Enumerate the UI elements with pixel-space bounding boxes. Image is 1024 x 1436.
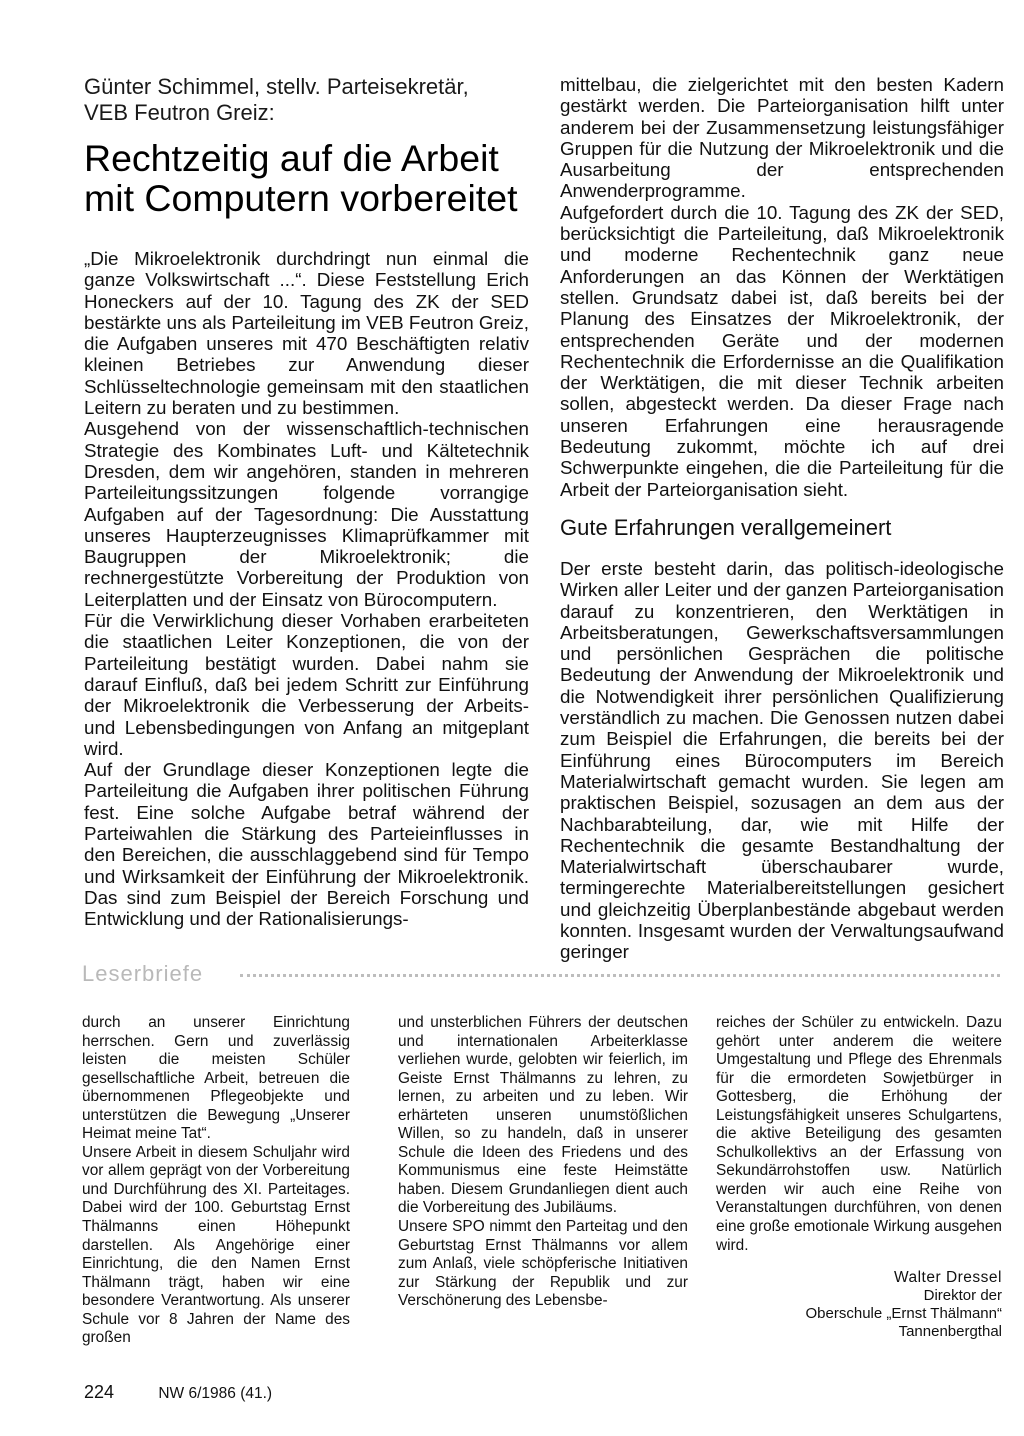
byline-line: VEB Feutron Greiz: xyxy=(84,100,275,125)
letter-column-3 xyxy=(716,1014,1002,1341)
signature-name: Walter Dressel xyxy=(893,1269,1002,1287)
letter-column-2 xyxy=(398,1014,688,1311)
letter-paragraph: reiches der Schüler zu entwickeln. Dazu gehört unter anderem die weitere Umgestaltung und Pflege des Ehrenmals für die ermordeten Sowjetbürger in Gottesberg, die Erhöhung der Leistungsfähigkeit unseres Schulgartens, die aktive Beteiligung des gesamten Schulkollektivs an der Erfassung von Sekundärrohstoffen usw. Natürlich werden wir auch eine Reihe von Veranstaltungen durchführen, von denen eine große emotionale Wirkung ausgehen wird. xyxy=(716,1014,1002,1254)
byline-line: Günter Schimmel, stellv. Parteisekretär, xyxy=(84,74,469,99)
article-subheading: Gute Erfahrungen verallgemeinert xyxy=(560,514,892,540)
signature-line: Oberschule „Ernst Thälmann“ xyxy=(805,1305,1002,1323)
article-paragraph: Aufgefordert durch die 10. Tagung des ZK der SED, berücksichtigt die Parteileitung, daß Mikroelektronik und moderne Rechentechnik ganz neue Anforderungen an das Können der Werktätigen stellen. Grundsatz dabei ist, daß bereits bei der Planung des Einsatzes der Mikroelektronik, der entsprechenden Geräte und der modernen Rechentechnik die Erfordernisse an die Qualifikation der Werktätigen, die mit dieser Technik arbeiten sollen, abgesteckt werden. Da dieser Frage nach unseren Erfahrungen eine herausragende Bedeutung zukommt, möchte ich auf drei Schwerpunkte eingehen, die die Parteileitung für die Arbeit der Parteiorganisation sieht. xyxy=(560,201,1004,500)
letter-column-1 xyxy=(82,1014,350,1348)
article-paragraph: Auf der Grundlage dieser Konzeptionen legte die Parteileitung die Aufgaben ihrer politischen Führung fest. Eine solche Aufgabe betraf während der Parteiwahlen die Stärkung des Parteieinflusses in den Bereichen, die ausschlaggebend sind für Tempo und Wirksamkeit der Einführung der Mikroelektronik. Das sind zum Beispiel der Bereich Forschung und Entwicklung und der Rationalisierungs- xyxy=(84,759,529,930)
leserbriefe-header xyxy=(82,962,1000,986)
page-footer xyxy=(84,1382,272,1404)
article-left-column xyxy=(84,74,529,930)
letter-signature xyxy=(716,1269,1002,1341)
article-headline xyxy=(84,138,529,218)
headline-line: Rechtzeitig auf die Arbeit xyxy=(84,137,499,179)
section-label: Leserbriefe xyxy=(82,961,204,986)
headline-line: mit Computern vorbereitet xyxy=(84,177,518,219)
article-paragraph: Ausgehend von der wissenschaftlich-technischen Strategie des Kombinates Luft- und Kältetechnik Dresden, dem wir angehören, standen in mehreren Parteileitungssitzungen folgende vorrangige Aufgaben auf der Tagesordnung: Die Ausstattung unseres Haupterzeugnisses Klimaprüfkammer mit Baugruppen der Mikroelektronik; die rechnergestützte Vorbereitung der Produktion von Leiterplatten und der Einsatz von Bürocomputern. xyxy=(84,418,529,610)
article-paragraph: Der erste besteht darin, das politisch-ideologische Wirken aller Leiter und der ganzen Parteiorganisation darauf zu konzentrieren, den Werktätigen in Arbeitsberatungen, Gewerkschaftsversammlungen und persönlichen Gesprächen die politische Bedeutung der Anwendung der Mikroelektronik und die Notwendigkeit ihrer persönlichen Qualifizierung verständlich zu machen. Die Genossen nutzen dabei zum Beispiel die Erfahrungen, die bereits bei der Einführung eines Bürocomputers im Bereich Materialwirtschaft gemacht wurden. Sie legen am praktischen Beispiel, sozusagen an dem aus der Nachbarabteilung, dar, wie mit Hilfe der Rechentechnik die gesamte Bestandhaltung der Materialwirtschaft überschaubarer wurde, termingerechte Materialbereitstellungen gesichert und gleichzeitig Überplanbestände abgebaut werden konnten. Insgesamt wurden der Verwaltungsaufwand geringer xyxy=(560,557,1004,963)
letter-paragraph: und unsterblichen Führers der deutschen und internationalen Arbeiterklasse verliehen wurde, gelobten wir feierlich, im Geiste Ernst Thälmanns zu lehren, zu lernen, zu arbeiten und zu leben. Wir erhärteten unseren unumstößlichen Willen, so zu handeln, daß in unserer Schule die Ideen des Friedens und des Kommunismus eine feste Heimstätte haben. Diesem Grundanliegen dient auch die Vorbereitung des Jubiläums. xyxy=(398,1014,688,1217)
letter-paragraph: Unsere Arbeit in diesem Schuljahr wird vor allem geprägt von der Vorbereitung und Durchführung des XI. Parteitages. Dabei wird der 100. Geburtstag Ernst Thälmanns einen Höhepunkt darstellen. Als Angehörige einer Einrichtung, die den Namen Ernst Thälmann trägt, haben wir eine besondere Verantwortung. Als unserer Schule vor 8 Jahren der Name des großen xyxy=(82,1143,350,1347)
byline xyxy=(84,74,529,126)
dotted-rule xyxy=(240,974,1000,977)
page-number: 224 xyxy=(84,1382,115,1402)
letter-paragraph: Unsere SPO nimmt den Parteitag und den Geburtstag Ernst Thälmanns vor allem zum Anlaß, viele schöpferische Initiativen zur Stärkung der Republik und zur Verschönerung des Lebensbe- xyxy=(398,1218,688,1310)
signature-line: Direktor der xyxy=(923,1287,1002,1305)
article-paragraph: Für die Verwirklichung dieser Vorhaben erarbeiteten die staatlichen Leiter Konzeptionen, die von der Parteileitung bestätigt wurden. Dabei nahm sie darauf Einfluß, daß bei jedem Schritt zur Einführung der Mikroelektronik die Verbesserung der Arbeits- und Lebensbedingungen von Anfang an mitgeplant wird. xyxy=(84,610,529,759)
signature-line: Tannenbergthal xyxy=(898,1323,1002,1341)
issue-reference: NW 6/1986 (41.) xyxy=(158,1385,273,1402)
letter-paragraph: durch an unserer Einrichtung herrschen. Gern und zuverlässig leisten die meisten Schüler gesellschaftliche Arbeit, betreuen die übernommenen Pflegeobjekte und unterstützen die Bewegung „Unserer Heimat meine Tat“. xyxy=(82,1014,350,1143)
article-right-column xyxy=(560,74,1004,963)
article-paragraph: „Die Mikroelektronik durchdringt nun einmal die ganze Volkswirtschaft ...“. Diese Feststellung Erich Honeckers auf der 10. Tagung des ZK der SED bestärkte uns als Parteileitung im VEB Feutron Greiz, die Aufgaben unseres mit 470 Beschäftigten relativ kleinen Betriebes zur Anwendung dieser Schlüsseltechnologie gemeinsam mit den staatlichen Leitern zu beraten und zu bestimmen. xyxy=(84,248,529,419)
article-paragraph: mittelbau, die zielgerichtet mit den besten Kadern gestärkt werden. Die Parteiorganisation hilft unter anderem bei der Zusammensetzung leistungsfähiger Gruppen für die Nutzung der Mikroelektronik und die Ausarbeitung der entsprechenden Anwenderprogramme. xyxy=(560,74,1004,202)
